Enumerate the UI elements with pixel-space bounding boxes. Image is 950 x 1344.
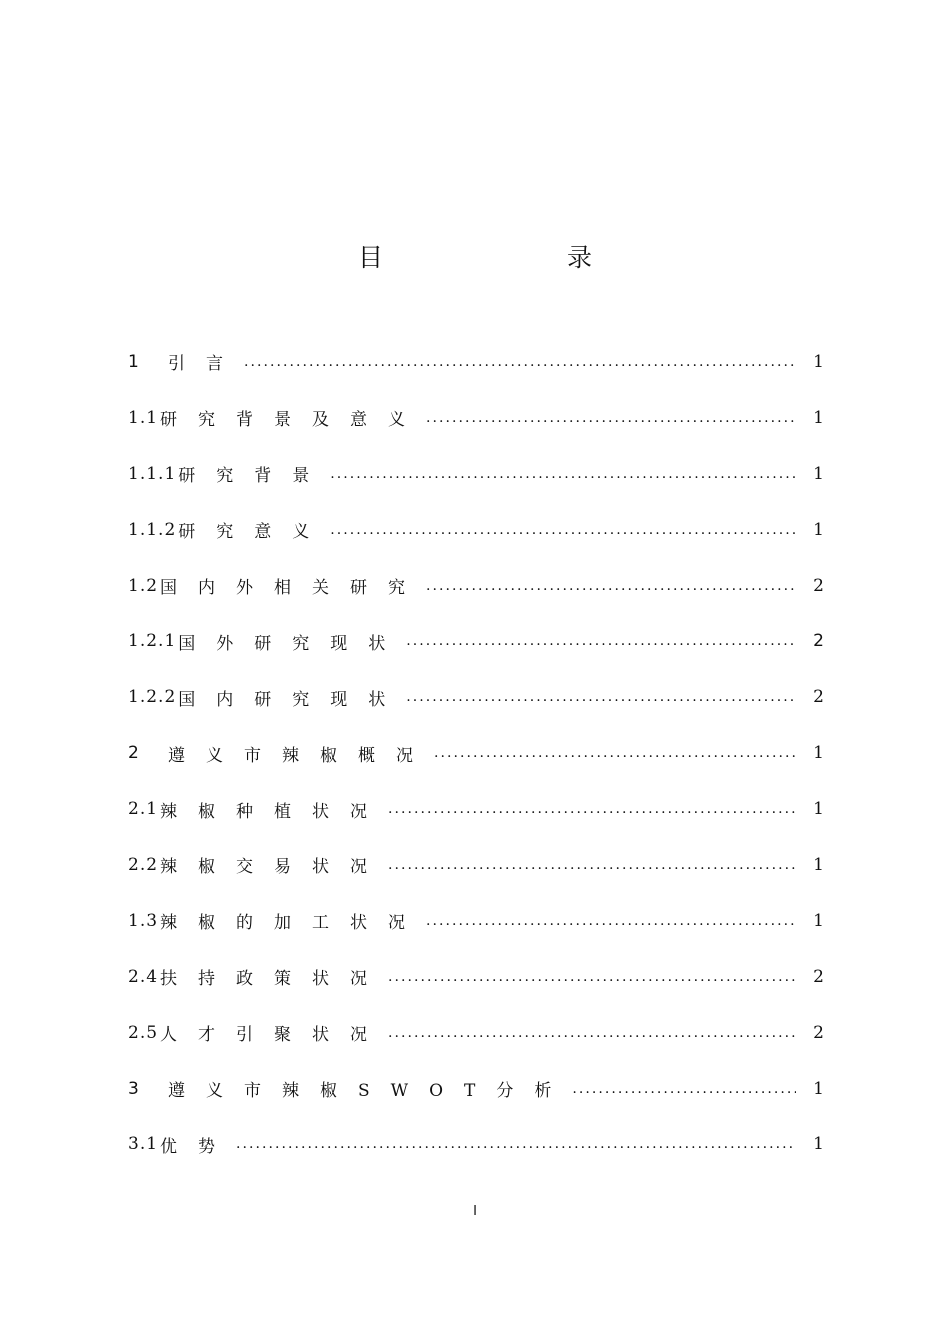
toc-entry-title: 国外研究现状: [178, 633, 407, 654]
toc-entry-title: 优势: [160, 1136, 237, 1157]
toc-leader-dots: [426, 911, 796, 931]
toc-leader-dots: [388, 967, 796, 987]
toc-entry-number: 2: [128, 743, 140, 764]
toc-entry-number: 2.5: [128, 1022, 159, 1043]
toc-leader-dots: [330, 520, 796, 540]
toc-leader-dots: [406, 687, 796, 707]
toc-entry-title: 人才引聚状况: [160, 1025, 389, 1046]
toc-entry[interactable]: [128, 1116, 824, 1172]
toc-entry[interactable]: [128, 1005, 824, 1061]
toc-entry-number: 2.1: [128, 799, 159, 820]
toc-entry-title: 遵义市辣椒SWOT分析: [168, 1081, 573, 1102]
toc-entry-number: 1.2: [128, 575, 159, 596]
toc-entry[interactable]: [128, 949, 824, 1005]
toc-entry-title: 研究背景: [178, 466, 331, 487]
toc-entry-title: 辣椒的加工状况: [160, 913, 427, 934]
toc-entry-page: 1: [813, 1134, 824, 1155]
toc-entry[interactable]: [128, 390, 824, 446]
toc-entry-page: 1: [813, 854, 824, 875]
toc-entry-title: 辣椒种植状况: [160, 801, 389, 822]
toc-entry-number: 2.4: [128, 966, 159, 987]
toc-leader-dots: [426, 576, 796, 596]
toc-entry-number: 2.2: [128, 854, 159, 875]
toc-entry-page: 2: [813, 631, 824, 652]
toc-entry-page: 2: [813, 575, 824, 596]
toc-entry-number: 1.3: [128, 910, 159, 931]
toc-entry-title: 扶持政策状况: [160, 969, 389, 990]
toc-entry-page: 1: [813, 799, 824, 820]
toc-entry-number: 1.1.2: [128, 519, 177, 540]
toc-entry[interactable]: [128, 613, 824, 669]
toc-entry[interactable]: [128, 334, 824, 390]
page-number: I: [473, 1204, 477, 1219]
toc-leader-dots: [244, 352, 796, 372]
toc-leader-dots: [426, 408, 796, 428]
toc-entry-number: 3: [128, 1078, 140, 1099]
toc-leader-dots: [388, 1023, 796, 1043]
toc-entry-title: 国内外相关研究: [160, 578, 427, 598]
toc-leader-dots: [388, 799, 796, 819]
toc-leader-dots: [572, 1079, 796, 1099]
toc-entry-page: 1: [813, 463, 824, 484]
toc-entry[interactable]: [128, 669, 824, 725]
toc-entry-page: 1: [813, 407, 824, 428]
toc-leader-dots: [388, 855, 796, 875]
page-title: 目 录: [358, 243, 680, 272]
toc-entry-number: 1.1.1: [128, 463, 177, 484]
toc-entry-number: 1.2.1: [128, 631, 177, 652]
toc-entry[interactable]: [128, 725, 824, 781]
toc-entry[interactable]: [128, 446, 824, 502]
toc-leader-dots: [330, 464, 796, 484]
toc-entry[interactable]: [128, 837, 824, 893]
toc-entry-title: 引言: [168, 354, 244, 375]
toc-entry-title: 国内研究现状: [178, 689, 407, 710]
toc-entry-page: 1: [813, 743, 824, 764]
toc-entry-page: 1: [813, 1078, 824, 1099]
toc-entry-page: 1: [813, 351, 824, 372]
toc-entry-title: 辣椒交易状况: [160, 857, 389, 878]
toc-entry[interactable]: [128, 1061, 824, 1117]
table-of-contents: [128, 334, 824, 1172]
toc-entry-page: 2: [813, 1022, 824, 1043]
toc-entry[interactable]: [128, 502, 824, 558]
toc-entry[interactable]: [128, 558, 824, 614]
toc-entry[interactable]: [128, 781, 824, 837]
toc-leader-dots: [236, 1134, 796, 1154]
toc-entry-title: 研究背景及意义: [160, 410, 427, 431]
toc-entry-title: 研究意义: [178, 522, 331, 543]
toc-leader-dots: [434, 743, 796, 763]
toc-entry-title: 遵义市辣椒概况: [168, 745, 434, 766]
toc-entry-number: 1: [128, 351, 140, 372]
toc-entry-page: 1: [813, 910, 824, 931]
toc-leader-dots: [406, 631, 796, 651]
toc-entry-number: 3.1: [128, 1134, 159, 1155]
toc-entry-page: 2: [813, 687, 824, 708]
toc-entry-number: 1.2.2: [128, 687, 177, 708]
toc-entry-page: 2: [813, 966, 824, 987]
toc-entry[interactable]: [128, 893, 824, 949]
toc-entry-page: 1: [813, 519, 824, 540]
toc-entry-number: 1.1: [128, 407, 159, 428]
